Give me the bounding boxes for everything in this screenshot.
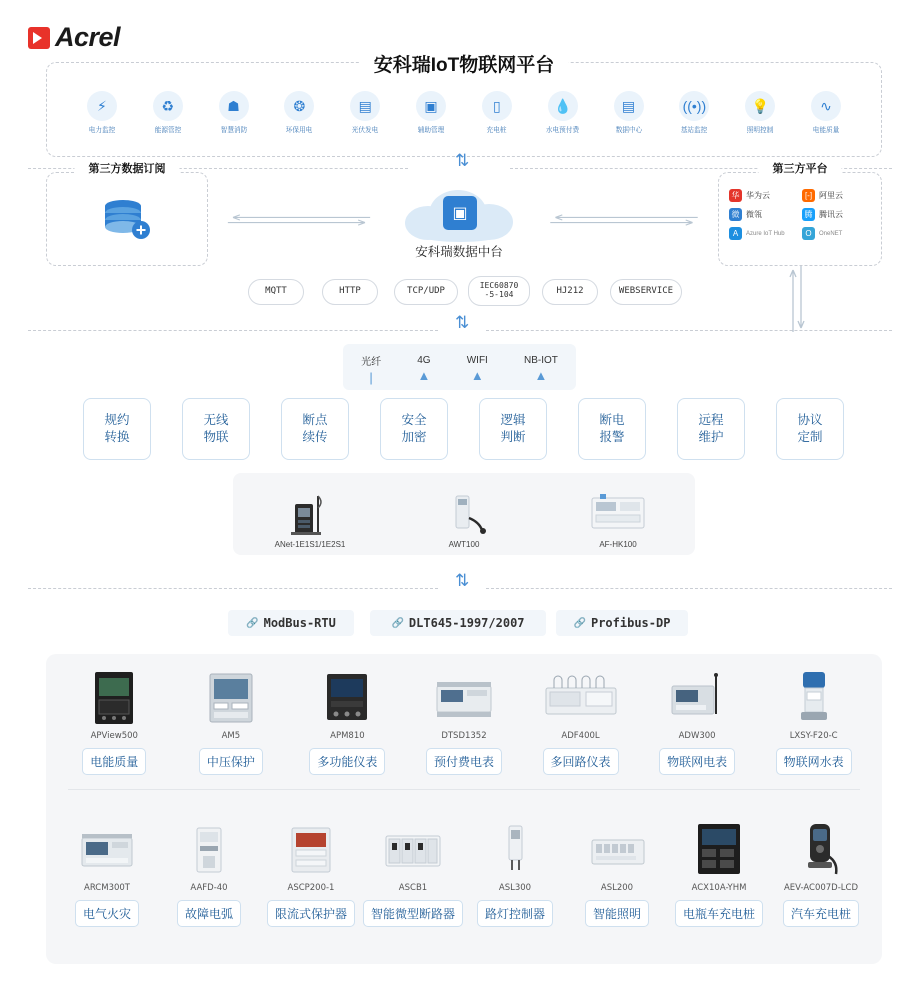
product-card[interactable] xyxy=(771,820,871,927)
gateway-code: ANet-1E1S1/1E2S1 xyxy=(274,540,346,549)
third-party-item-1[interactable] xyxy=(802,189,871,202)
third-party-item-label: 微瓴 xyxy=(746,210,762,219)
product-image-ACX10A-YHM xyxy=(690,820,748,878)
product-card[interactable] xyxy=(669,820,769,927)
wifi-icon: ▲ xyxy=(417,367,431,383)
platform-item-2[interactable] xyxy=(201,91,267,135)
feature-line1: 断电 xyxy=(599,413,625,428)
database-add-icon xyxy=(101,197,153,241)
third-party-subscribe-panel xyxy=(46,163,208,266)
product-code: APView500 xyxy=(90,731,138,741)
iec-line2: -5-104 xyxy=(484,290,514,299)
product-code: ADF400L xyxy=(561,731,600,741)
product-card[interactable] xyxy=(647,668,747,775)
bus-protocol-dlt645 xyxy=(370,610,546,636)
feature-line1: 安全 xyxy=(401,413,427,428)
divider-left-3 xyxy=(28,588,438,589)
product-code: AAFD-40 xyxy=(190,883,228,893)
third-party-item-2[interactable] xyxy=(729,208,798,221)
product-card[interactable] xyxy=(181,668,281,775)
arrow-cloud-to-thirdparty xyxy=(536,214,712,226)
product-image-ADF400L xyxy=(542,668,620,726)
product-tag[interactable]: 电气火灾 xyxy=(75,900,139,927)
network-label: 4G xyxy=(417,354,431,366)
link-icon: 🔗 xyxy=(246,617,259,629)
platform-item-label: 能源管控 xyxy=(154,127,182,134)
platform-item-0[interactable] xyxy=(69,91,135,135)
product-card[interactable] xyxy=(57,820,157,927)
third-party-item-label: 腾讯云 xyxy=(819,210,843,219)
network-fiber xyxy=(361,353,381,384)
product-image-ADW300 xyxy=(666,668,728,726)
feature-line1: 规约 xyxy=(104,413,130,428)
charging-pile-icon: ▯ xyxy=(482,91,512,121)
product-image-AAFD-40 xyxy=(187,820,231,878)
product-card[interactable] xyxy=(297,668,397,775)
platform-item-label: 辅助管理 xyxy=(417,127,445,134)
bus-protocol-label: Profibus-DP xyxy=(590,616,671,630)
photovoltaic-icon: ▤ xyxy=(350,91,380,121)
gateway-awt100 xyxy=(394,490,534,549)
feature-line2: 续传 xyxy=(302,430,328,444)
腾讯云-icon: 腾 xyxy=(802,208,815,221)
platform-item-10[interactable] xyxy=(727,91,793,135)
platform-item-label: 照明控制 xyxy=(746,127,774,134)
divider-right-3 xyxy=(486,588,892,589)
阿里云-icon: [-] xyxy=(802,189,815,202)
fiber-icon: | xyxy=(369,369,373,385)
product-image-APView500 xyxy=(87,668,141,726)
gateway-code: AWT100 xyxy=(448,540,480,549)
iec-line1: IEC60870 xyxy=(479,281,519,291)
product-card[interactable] xyxy=(764,668,864,775)
platform-item-3[interactable] xyxy=(266,91,332,135)
product-image-AEV-AC007D-LCD xyxy=(798,820,844,878)
gateway-anet xyxy=(240,490,380,549)
product-code: ASCP200-1 xyxy=(287,883,335,893)
product-card[interactable] xyxy=(363,820,463,927)
product-tag[interactable]: 多回路仪表 xyxy=(543,748,619,775)
third-party-item-label: Azure IoT Hub xyxy=(746,230,785,237)
OneNET-icon: O xyxy=(802,227,815,240)
platform-item-label: 基站监控 xyxy=(681,127,708,134)
protocol-pill-http: HTTP xyxy=(322,279,378,305)
product-card[interactable] xyxy=(64,668,164,775)
third-party-item-label: OneNET xyxy=(819,230,843,237)
product-tag[interactable]: 物联网电表 xyxy=(659,748,735,775)
arrow-subscribe-to-cloud xyxy=(214,214,384,226)
product-tag[interactable]: 智能微型断路器 xyxy=(363,900,463,927)
product-image-ASCP200-1 xyxy=(284,820,338,878)
network-4g xyxy=(417,355,430,382)
platform-item-11[interactable] xyxy=(793,91,859,135)
third-party-item-label: 华为云 xyxy=(746,191,770,200)
arrow-thirdparty-vertical xyxy=(788,266,806,332)
feature-line2: 转换 xyxy=(104,430,130,444)
gateway-afhk100 xyxy=(548,490,688,549)
platform-icon-row xyxy=(47,91,881,135)
link-icon: 🔗 xyxy=(573,617,586,629)
product-tag[interactable]: 电瓶车充电桩 xyxy=(675,900,763,927)
product-row-1 xyxy=(56,668,872,775)
platform-item-7[interactable] xyxy=(530,91,596,135)
feature-line2: 维护 xyxy=(698,430,724,444)
product-row-divider xyxy=(68,789,860,790)
subscribe-title: 第三方数据订阅 xyxy=(75,160,180,176)
network-label: WIFI xyxy=(466,354,488,366)
third-party-items xyxy=(729,189,871,240)
product-tag[interactable]: 智能照明 xyxy=(585,900,649,927)
feature-line1: 协议 xyxy=(797,413,823,428)
product-tag[interactable]: 多功能仪表 xyxy=(309,748,385,775)
product-image-AM5 xyxy=(204,668,258,726)
third-party-item-5[interactable] xyxy=(802,227,871,240)
acrel-logo-icon xyxy=(28,27,50,49)
product-tag[interactable]: 物联网水表 xyxy=(776,748,852,775)
energy-control-icon: ♻ xyxy=(153,91,183,121)
platform-item-label: 数据中心 xyxy=(615,127,642,134)
product-code: AEV-AC007D-LCD xyxy=(783,883,859,893)
platform-item-label: 充电桩 xyxy=(486,127,507,134)
product-card[interactable] xyxy=(261,820,361,927)
cloud-shape-icon xyxy=(399,186,519,238)
feature-box-5 xyxy=(578,398,646,460)
protocol-pill-webservice: WEBSERVICE xyxy=(610,279,682,305)
smart-fire-icon: ☗ xyxy=(219,91,249,121)
wifi-icon: ▲ xyxy=(470,367,484,383)
feature-line2: 判断 xyxy=(500,430,526,444)
product-image-DTSD1352 xyxy=(431,668,497,726)
protocol-pill-hj212: HJ212 xyxy=(542,279,598,305)
gateway-antenna-icon xyxy=(285,490,335,536)
product-code: LXSY-F20-C xyxy=(789,731,838,741)
network-label: NB-IOT xyxy=(524,354,558,366)
network-label: 光纤 xyxy=(361,356,382,368)
product-image-ASL300 xyxy=(495,820,535,878)
wifi-icon: ▲ xyxy=(534,367,548,383)
product-code: APM810 xyxy=(330,731,365,741)
feature-line1: 断点 xyxy=(302,413,328,428)
platform-item-label: 环保用电 xyxy=(286,127,313,134)
brand-name: Acrel xyxy=(55,22,121,52)
arrow-platform-to-cloud: ⇅ xyxy=(455,151,468,170)
link-icon: 🔗 xyxy=(391,617,404,629)
platform-item-label: 水电预付费 xyxy=(546,127,580,134)
product-code: ASCB1 xyxy=(398,883,428,893)
Azure IoT Hub-icon: A xyxy=(729,227,742,240)
feature-box-7 xyxy=(776,398,844,460)
微瓴-icon: 微 xyxy=(729,208,742,221)
page-title: 安科瑞IoT物联网平台 xyxy=(360,50,569,77)
product-tag[interactable]: 预付费电表 xyxy=(426,748,502,775)
product-card[interactable] xyxy=(567,820,667,927)
prepaid-water-power-icon: 💧 xyxy=(548,91,578,121)
product-tag[interactable]: 中压保护 xyxy=(199,748,263,775)
bus-protocol-label: ModBus-RTU xyxy=(263,616,336,630)
assist-manage-icon: ▣ xyxy=(416,91,446,121)
platform-item-9[interactable] xyxy=(661,91,727,135)
product-panel xyxy=(46,654,882,964)
lighting-control-icon: 💡 xyxy=(745,91,775,121)
feature-box-4 xyxy=(479,398,547,460)
environment-power-icon: ❂ xyxy=(284,91,314,121)
华为云-icon: 华 xyxy=(729,189,742,202)
product-tag[interactable]: 路灯控制器 xyxy=(477,900,553,927)
product-card[interactable] xyxy=(465,820,565,927)
feature-box-3 xyxy=(380,398,448,460)
platform-item-4[interactable] xyxy=(332,91,398,135)
bus-protocol-profibus xyxy=(556,610,688,636)
product-card[interactable] xyxy=(159,820,259,927)
product-code: ADW300 xyxy=(678,731,716,741)
platform-item-6[interactable] xyxy=(464,91,530,135)
feature-box-0 xyxy=(83,398,151,460)
data-center-icon: ▤ xyxy=(614,91,644,121)
product-code: DTSD1352 xyxy=(441,731,487,741)
gateway-device-strip xyxy=(233,473,695,555)
product-code: ASL200 xyxy=(600,883,634,893)
wireless-module-icon xyxy=(442,490,486,536)
arrow-gateway-to-devices: ⇅ xyxy=(455,571,468,590)
feature-line2: 加密 xyxy=(401,430,427,444)
third-party-item-3[interactable] xyxy=(802,208,871,221)
third-party-item-0[interactable] xyxy=(729,189,798,202)
feature-line1: 远程 xyxy=(698,413,724,428)
network-wifi xyxy=(467,355,488,382)
base-station-icon: ((•)) xyxy=(679,91,709,121)
product-code: ARCM300T xyxy=(84,883,130,893)
feature-line2: 物联 xyxy=(203,430,229,444)
data-center-caption: 安科瑞数据中台 xyxy=(415,245,503,259)
platform-item-label: 电力监控 xyxy=(88,127,116,134)
power-monitor-icon: ⚡ xyxy=(87,91,117,121)
platform-item-8[interactable] xyxy=(596,91,662,135)
product-code: AM5 xyxy=(221,731,241,741)
product-image-LXSY-F20-C xyxy=(791,668,837,726)
cloud-cube-icon: ▣ xyxy=(443,196,477,230)
feature-line2: 定制 xyxy=(797,430,823,444)
brand-logo xyxy=(28,22,120,53)
platform-item-label: 智慧消防 xyxy=(220,127,247,134)
product-image-ASL200 xyxy=(586,820,648,878)
power-quality-icon: ∿ xyxy=(811,91,841,121)
product-card[interactable] xyxy=(531,668,631,775)
divider-left-2 xyxy=(28,330,438,331)
third-party-item-4[interactable] xyxy=(729,227,798,240)
feature-line1: 无线 xyxy=(203,413,229,428)
platform-item-label: 电能质量 xyxy=(812,127,840,134)
platform-item-label: 光伏发电 xyxy=(351,127,379,134)
third-party-item-label: 阿里云 xyxy=(819,191,843,200)
iot-platform-panel xyxy=(46,55,882,157)
feature-line1: 逻辑 xyxy=(500,413,526,428)
product-tag[interactable]: 电能质量 xyxy=(82,748,146,775)
product-image-APM810 xyxy=(320,668,374,726)
product-tag[interactable]: 限流式保护器 xyxy=(267,900,355,927)
arrow-cloud-to-gateway: ⇅ xyxy=(455,313,468,332)
feature-box-6 xyxy=(677,398,745,460)
product-card[interactable] xyxy=(414,668,514,775)
bus-protocol-modbus xyxy=(228,610,354,636)
product-tag[interactable]: 故障电弧 xyxy=(177,900,241,927)
feature-box-2 xyxy=(281,398,349,460)
protocol-pill-iec60870 xyxy=(468,276,530,306)
network-type-band xyxy=(343,344,576,390)
bus-protocol-label: DLT645-1997/2007 xyxy=(408,616,525,630)
protocol-pill-mqtt: MQTT xyxy=(248,279,304,305)
network-nbiot xyxy=(524,355,558,382)
controller-box-icon xyxy=(588,490,648,536)
feature-line2: 报警 xyxy=(599,430,625,444)
product-image-ARCM300T xyxy=(76,820,138,878)
gateway-code: AF-HK100 xyxy=(599,540,637,549)
protocol-pill-tcpudp: TCP/UDP xyxy=(394,279,458,305)
product-tag[interactable]: 汽车充电桩 xyxy=(783,900,859,927)
data-center-cloud xyxy=(389,186,529,268)
platform-item-1[interactable] xyxy=(135,91,201,135)
platform-item-5[interactable] xyxy=(398,91,464,135)
product-image-ASCB1 xyxy=(380,820,446,878)
third-party-platform-panel xyxy=(718,163,882,266)
divider-right-2 xyxy=(486,330,892,331)
product-code: ASL300 xyxy=(498,883,532,893)
third-party-title: 第三方平台 xyxy=(759,160,842,176)
product-code: ACX10A-YHM xyxy=(691,883,747,893)
feature-box-1 xyxy=(182,398,250,460)
product-row-2 xyxy=(56,806,872,927)
